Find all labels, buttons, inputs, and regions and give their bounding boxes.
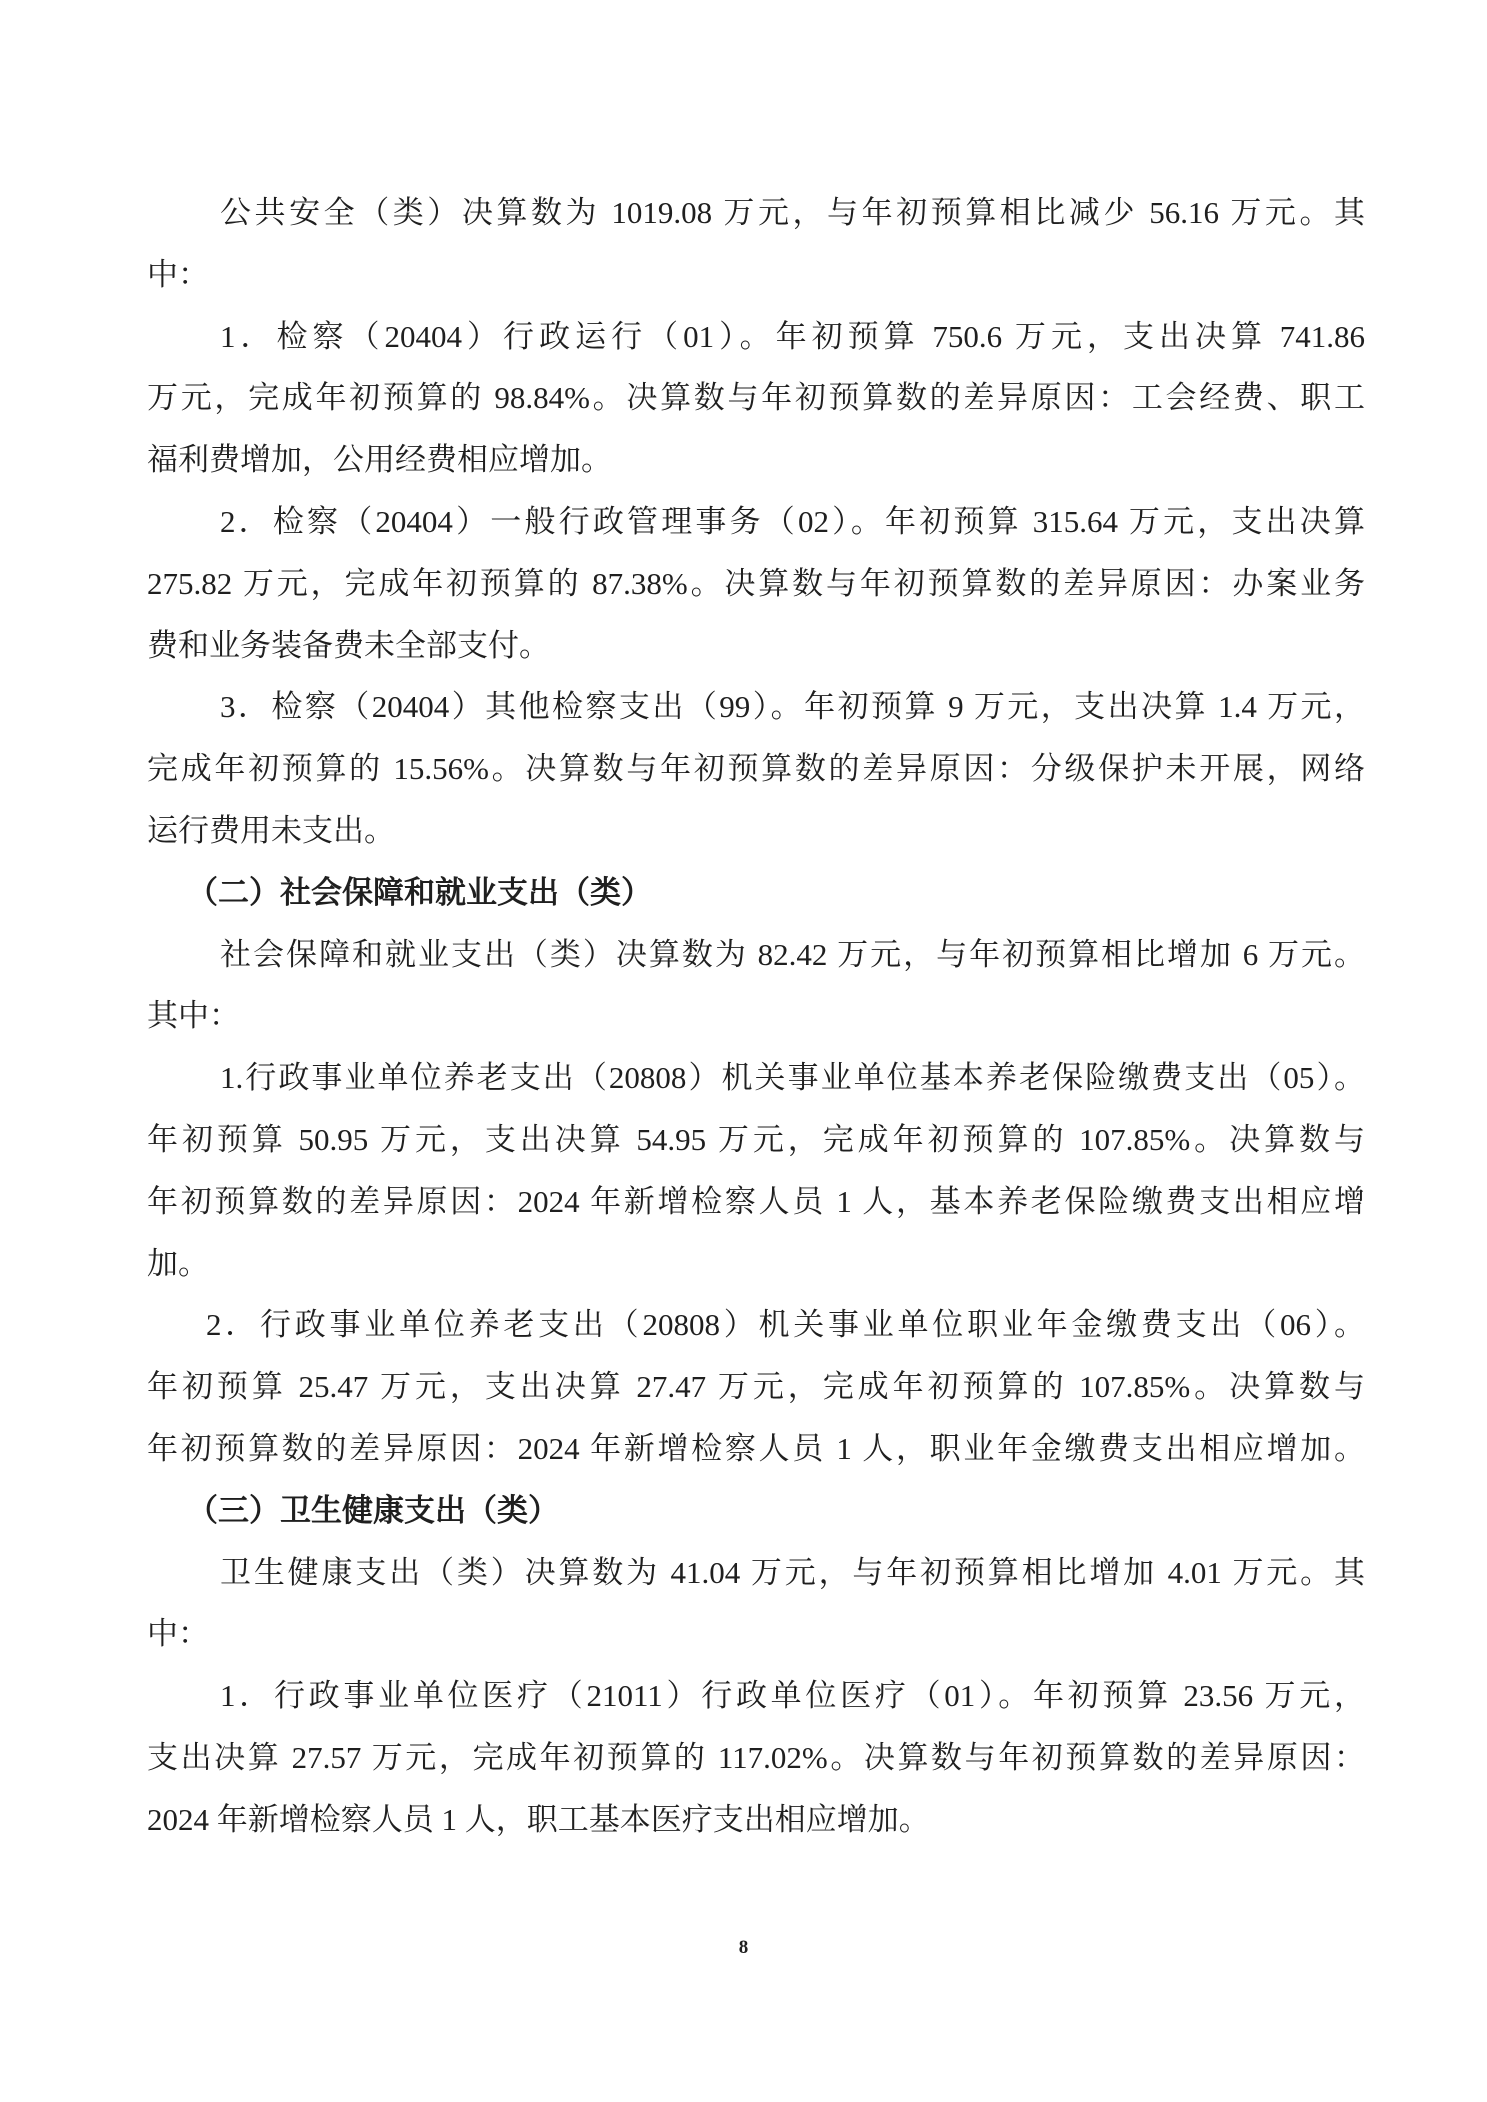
text-line: 中： xyxy=(147,256,209,292)
page-number: 8 xyxy=(738,1937,749,1958)
section-heading: （二）社会保障和就业支出（类） xyxy=(187,874,652,910)
paragraph-item-2 xyxy=(147,491,1365,676)
text-line: 社会保障和就业支出（类）决算数为 82.42 万元，与年初预算相比增加 6 万元。 xyxy=(220,936,1365,972)
text-line: 年初预算 25.47 万元，支出决算 27.47 万元，完成年初预算的 107.85%。决算数与 xyxy=(147,1369,1365,1405)
section-health xyxy=(147,1480,1365,1851)
text-line: 完成年初预算的 15.56%。决算数与年初预算数的差异原因：分级保护未开展，网络 xyxy=(147,751,1365,787)
paragraph-social-security-summary xyxy=(147,924,1365,1048)
paragraph-item-1 xyxy=(147,306,1365,491)
paragraph-item-1 xyxy=(147,1047,1365,1294)
text-line: 其中： xyxy=(147,998,240,1034)
section-heading: （三）卫生健康支出（类） xyxy=(187,1492,559,1528)
text-line: 2．行政事业单位养老支出（20808）机关事业单位职业年金缴费支出（06）。 xyxy=(206,1307,1365,1343)
paragraph-public-safety-summary xyxy=(147,182,1365,306)
text-line: 福利费增加，公用经费相应增加。 xyxy=(147,442,612,478)
text-line: 1．行政事业单位医疗（21011）行政单位医疗（01）。年初预算 23.56 万元， xyxy=(220,1678,1365,1714)
text-line: 年初预算数的差异原因：2024 年新增检察人员 1 人，职业年金缴费支出相应增加。 xyxy=(147,1430,1365,1466)
text-line: 卫生健康支出（类）决算数为 41.04 万元，与年初预算相比增加 4.01 万元。其 xyxy=(220,1554,1365,1590)
text-line: 运行费用未支出。 xyxy=(147,812,395,848)
text-line: 加。 xyxy=(147,1245,209,1281)
text-line: 2．检察（20404）一般行政管理事务（02）。年初预算 315.64 万元，支出决算 xyxy=(220,503,1365,539)
section-public-safety xyxy=(147,182,1365,862)
text-line: 275.82 万元，完成年初预算的 87.38%。决算数与年初预算数的差异原因：办案业务 xyxy=(147,565,1365,601)
text-line: 中： xyxy=(147,1616,209,1652)
text-line: 费和业务装备费未全部支付。 xyxy=(147,627,550,663)
text-line: 1．检察（20404）行政运行（01）。年初预算 750.6 万元，支出决算 741.86 xyxy=(220,318,1365,354)
text-line: 年初预算数的差异原因：2024 年新增检察人员 1 人，基本养老保险缴费支出相应增 xyxy=(147,1183,1365,1219)
text-line: 1.行政事业单位养老支出（20808）机关事业单位基本养老保险缴费支出（05）。 xyxy=(220,1060,1365,1096)
paragraph-health-summary xyxy=(147,1542,1365,1666)
text-line: 3．检察（20404）其他检察支出（99）。年初预算 9 万元，支出决算 1.4 万元， xyxy=(220,689,1365,725)
paragraph-item-2 xyxy=(147,1294,1365,1479)
text-line: 2024 年新增检察人员 1 人，职工基本医疗支出相应增加。 xyxy=(147,1801,930,1837)
paragraph-item-1 xyxy=(147,1665,1365,1850)
paragraph-item-3 xyxy=(147,676,1365,861)
section-social-security xyxy=(147,862,1365,1480)
text-line: 支出决算 27.57 万元，完成年初预算的 117.02%。决算数与年初预算数的差异原因： xyxy=(147,1739,1365,1775)
text-line: 年初预算 50.95 万元，支出决算 54.95 万元，完成年初预算的 107.85%。决算数与 xyxy=(147,1121,1365,1157)
document-body xyxy=(147,182,1365,1851)
text-line: 万元，完成年初预算的 98.84%。决算数与年初预算数的差异原因：工会经费、职工 xyxy=(147,380,1365,416)
text-line: 公共安全（类）决算数为 1019.08 万元，与年初预算相比减少 56.16 万元。其 xyxy=(220,195,1365,230)
